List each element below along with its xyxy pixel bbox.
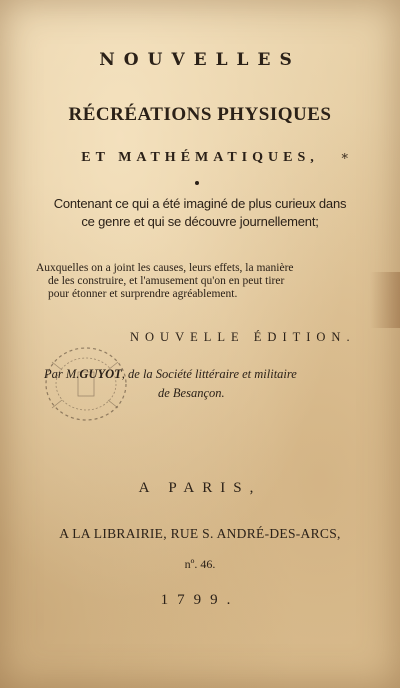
author-line — [44, 367, 297, 382]
causes-line-3: pour étonner et surprendre agréablement. — [48, 288, 238, 300]
imprint-publisher: A LA LIBRAIRIE, RUE S. ANDRÉ-DES-ARCS, — [59, 526, 341, 541]
causes-line-1: Auxquelles on a joint les causes, leurs effets, la manière — [36, 262, 294, 274]
imprint-address-number: nº. 46. — [184, 557, 216, 571]
author-affiliation-1: , de la Société littéraire et militaire — [121, 367, 297, 381]
edition-label: NOUVELLE ÉDITION. — [130, 330, 356, 344]
imprint-year: 1799. — [160, 592, 240, 608]
author-affiliation-2: de Besançon. — [158, 386, 225, 400]
library-stamp-icon — [38, 340, 134, 426]
author-prefix: Par M. — [44, 367, 80, 381]
asterisk-icon: * — [341, 152, 348, 167]
causes-paragraph — [36, 262, 366, 301]
imprint-city: A PARIS, — [138, 480, 262, 496]
subtitle-line-1: Contenant ce qui a été imaginé de plus curieux dans — [53, 196, 347, 211]
title-line-recreations: RÉCRÉATIONS PHYSIQUES — [68, 104, 332, 125]
causes-line-2: de les construire, et l'amusement qu'on en peut tirer — [48, 275, 285, 287]
author-name: GUYOT — [79, 367, 122, 381]
title-line-nouvelles: NOUVELLES — [99, 50, 301, 70]
subtitle-line-2: ce genre et qui se découvre journellement; — [81, 214, 319, 229]
page-tear-mark — [370, 272, 400, 328]
separator-dot-icon — [195, 181, 199, 185]
title-line-mathematiques: ET MATHÉMATIQUES, — [81, 150, 319, 165]
